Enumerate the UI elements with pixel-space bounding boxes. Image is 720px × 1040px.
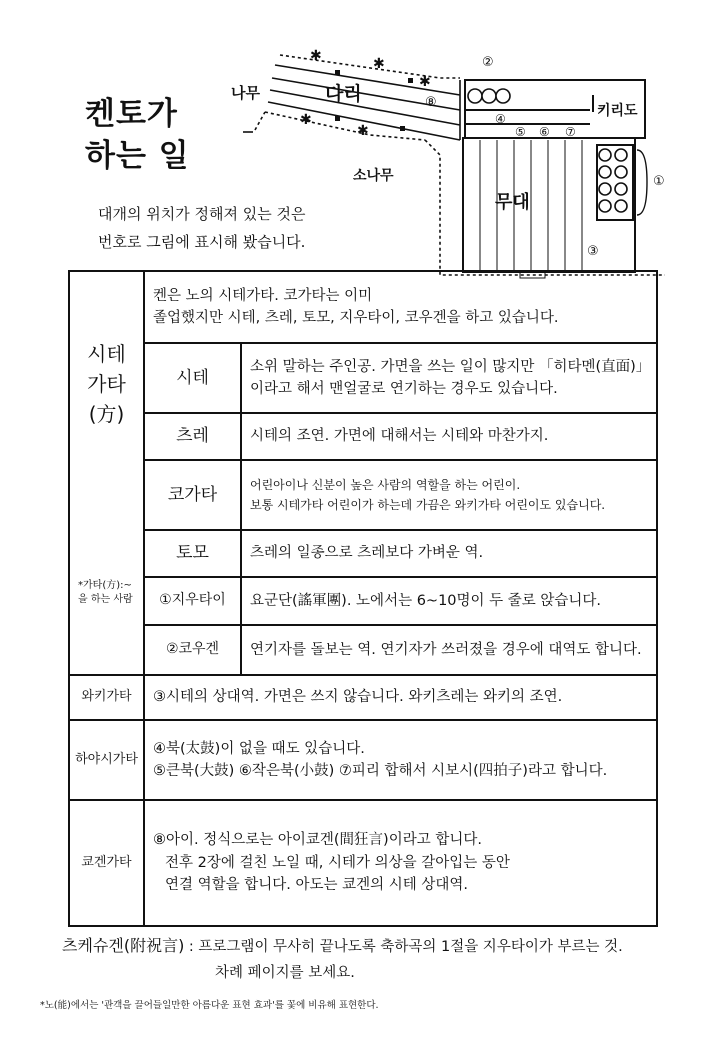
role-tomo-desc: 츠레의 일종으로 츠레보다 가벼운 역. — [241, 530, 657, 577]
shite-kata-desc-line2: 졸업했지만 시테, 츠레, 토모, 지우타이, 코우겐을 하고 있습니다. — [153, 310, 559, 326]
footnote: *노(能)에서는 '관객을 끌어들일만한 아름다운 표현 효과'를 꽃에 비유해 표현한다. — [40, 1000, 379, 1011]
hayashi-desc — [144, 720, 657, 800]
number-1: ① — [653, 174, 665, 189]
role-shite-desc-line1: 소위 말하는 주인공. 가면을 쓰는 일이 많지만 「히타멘(直面)」 — [250, 358, 651, 375]
role-kokata-desc — [241, 460, 657, 530]
role-kouken: ②코우겐 — [144, 625, 241, 675]
footer-line1-text: : 프로그램이 무사히 끝나도록 축하곡의 1절을 지우타이가 부르는 것. — [184, 939, 623, 955]
number-5: ⑤ — [515, 125, 526, 139]
label-tree: 나무 — [231, 84, 260, 102]
role-kokata: 코가타 — [144, 460, 241, 530]
kata-note: *가타(方):~을 하는 사람 — [78, 580, 133, 605]
category-shite-kata-line1: 시테 — [87, 342, 126, 366]
number-4: ④ — [495, 112, 506, 126]
role-kokata-desc-line2: 보통 시테가타 어린이가 하는데 가끔은 와키가타 어린이도 있습니다. — [250, 498, 606, 512]
number-7: ⑦ — [565, 125, 576, 139]
roles-table — [68, 270, 658, 927]
intro-line1: 대개의 위치가 정해져 있는 것은 — [98, 205, 306, 223]
shite-kata-description — [144, 271, 657, 343]
label-bridge: 다리 — [325, 83, 362, 105]
hayashi-desc-line2: ⑤큰북(大鼓) ⑥작은북(小鼓) ⑦피리 합해서 시보시(四拍子)라고 합니다. — [153, 763, 608, 779]
label-stage: 무대 — [495, 192, 530, 213]
role-jiutai: ①지우타이 — [144, 577, 241, 625]
role-tomo: 토모 — [144, 530, 241, 577]
category-shite-kata-line2: 가타(方) — [87, 372, 126, 426]
kyogen-desc-line3: 연결 역할을 합니다. 아도는 쿄겐의 시테 상대역. — [165, 877, 469, 894]
category-hayashi: 하야시가타 — [69, 720, 144, 800]
waki-desc: ③시테의 상대역. 가면은 쓰지 않습니다. 와키츠레는 와키의 조연. — [144, 675, 657, 720]
svg-text:✱: ✱ — [357, 123, 369, 139]
role-shite: 시테 — [144, 343, 241, 413]
intro-line2: 번호로 그림에 표시해 봤습니다. — [98, 233, 306, 251]
kyogen-desc-line1: ⑧아이. 정식으로는 아이쿄겐(間狂言)이라고 합니다. — [153, 832, 482, 849]
label-kirido: 키리도 — [597, 103, 638, 119]
category-shite-kata — [69, 271, 144, 675]
kyogen-desc-line2: 전후 2장에 걸친 노일 때, 시테가 의상을 갈아입는 동안 — [165, 854, 510, 871]
page-title-line1: 켄토가 — [85, 96, 178, 132]
role-tsure: 츠레 — [144, 413, 241, 460]
footer-term: 츠케슈겐(附祝言) — [62, 936, 185, 955]
kyogen-desc — [144, 800, 657, 926]
svg-text:✱: ✱ — [300, 112, 312, 128]
page-title-line2: 하는 일 — [85, 138, 190, 174]
category-kyogen: 쿄겐가타 — [69, 800, 144, 926]
footer-line1 — [62, 933, 623, 956]
svg-text:✱: ✱ — [310, 48, 322, 64]
hayashi-desc-line1: ④북(太鼓)이 없을 때도 있습니다. — [153, 740, 365, 757]
category-waki: 와키가타 — [69, 675, 144, 720]
role-kokata-desc-line1: 어린아이나 신분이 높은 사람의 역할을 하는 어린이. — [250, 477, 521, 492]
label-pine: 소나무 — [353, 168, 394, 184]
role-tsure-desc: 시테의 조연. 가면에 대해서는 시테와 마찬가지. — [241, 413, 657, 460]
role-shite-desc-line2: 이라고 해서 맨얼굴로 연기하는 경우도 있습니다. — [250, 381, 558, 397]
svg-text:✱: ✱ — [373, 56, 385, 72]
number-2: ② — [482, 55, 494, 70]
footer-line2: 차례 페이지를 보세요. — [215, 965, 355, 981]
shite-kata-desc-line1: 켄은 노의 시테가타. 코가타는 이미 — [153, 287, 373, 304]
stage-diagram — [225, 40, 665, 280]
role-jiutai-desc: 요군단(謠軍團). 노에서는 6~10명이 두 줄로 앉습니다. — [241, 577, 657, 625]
role-kouken-desc: 연기자를 돌보는 역. 연기자가 쓰러졌을 경우에 대역도 합니다. — [241, 625, 657, 675]
number-8: ⑧ — [425, 95, 437, 110]
number-3: ③ — [587, 244, 599, 259]
role-shite-desc — [241, 343, 657, 413]
number-6: ⑥ — [539, 125, 550, 139]
svg-text:✱: ✱ — [419, 74, 431, 90]
